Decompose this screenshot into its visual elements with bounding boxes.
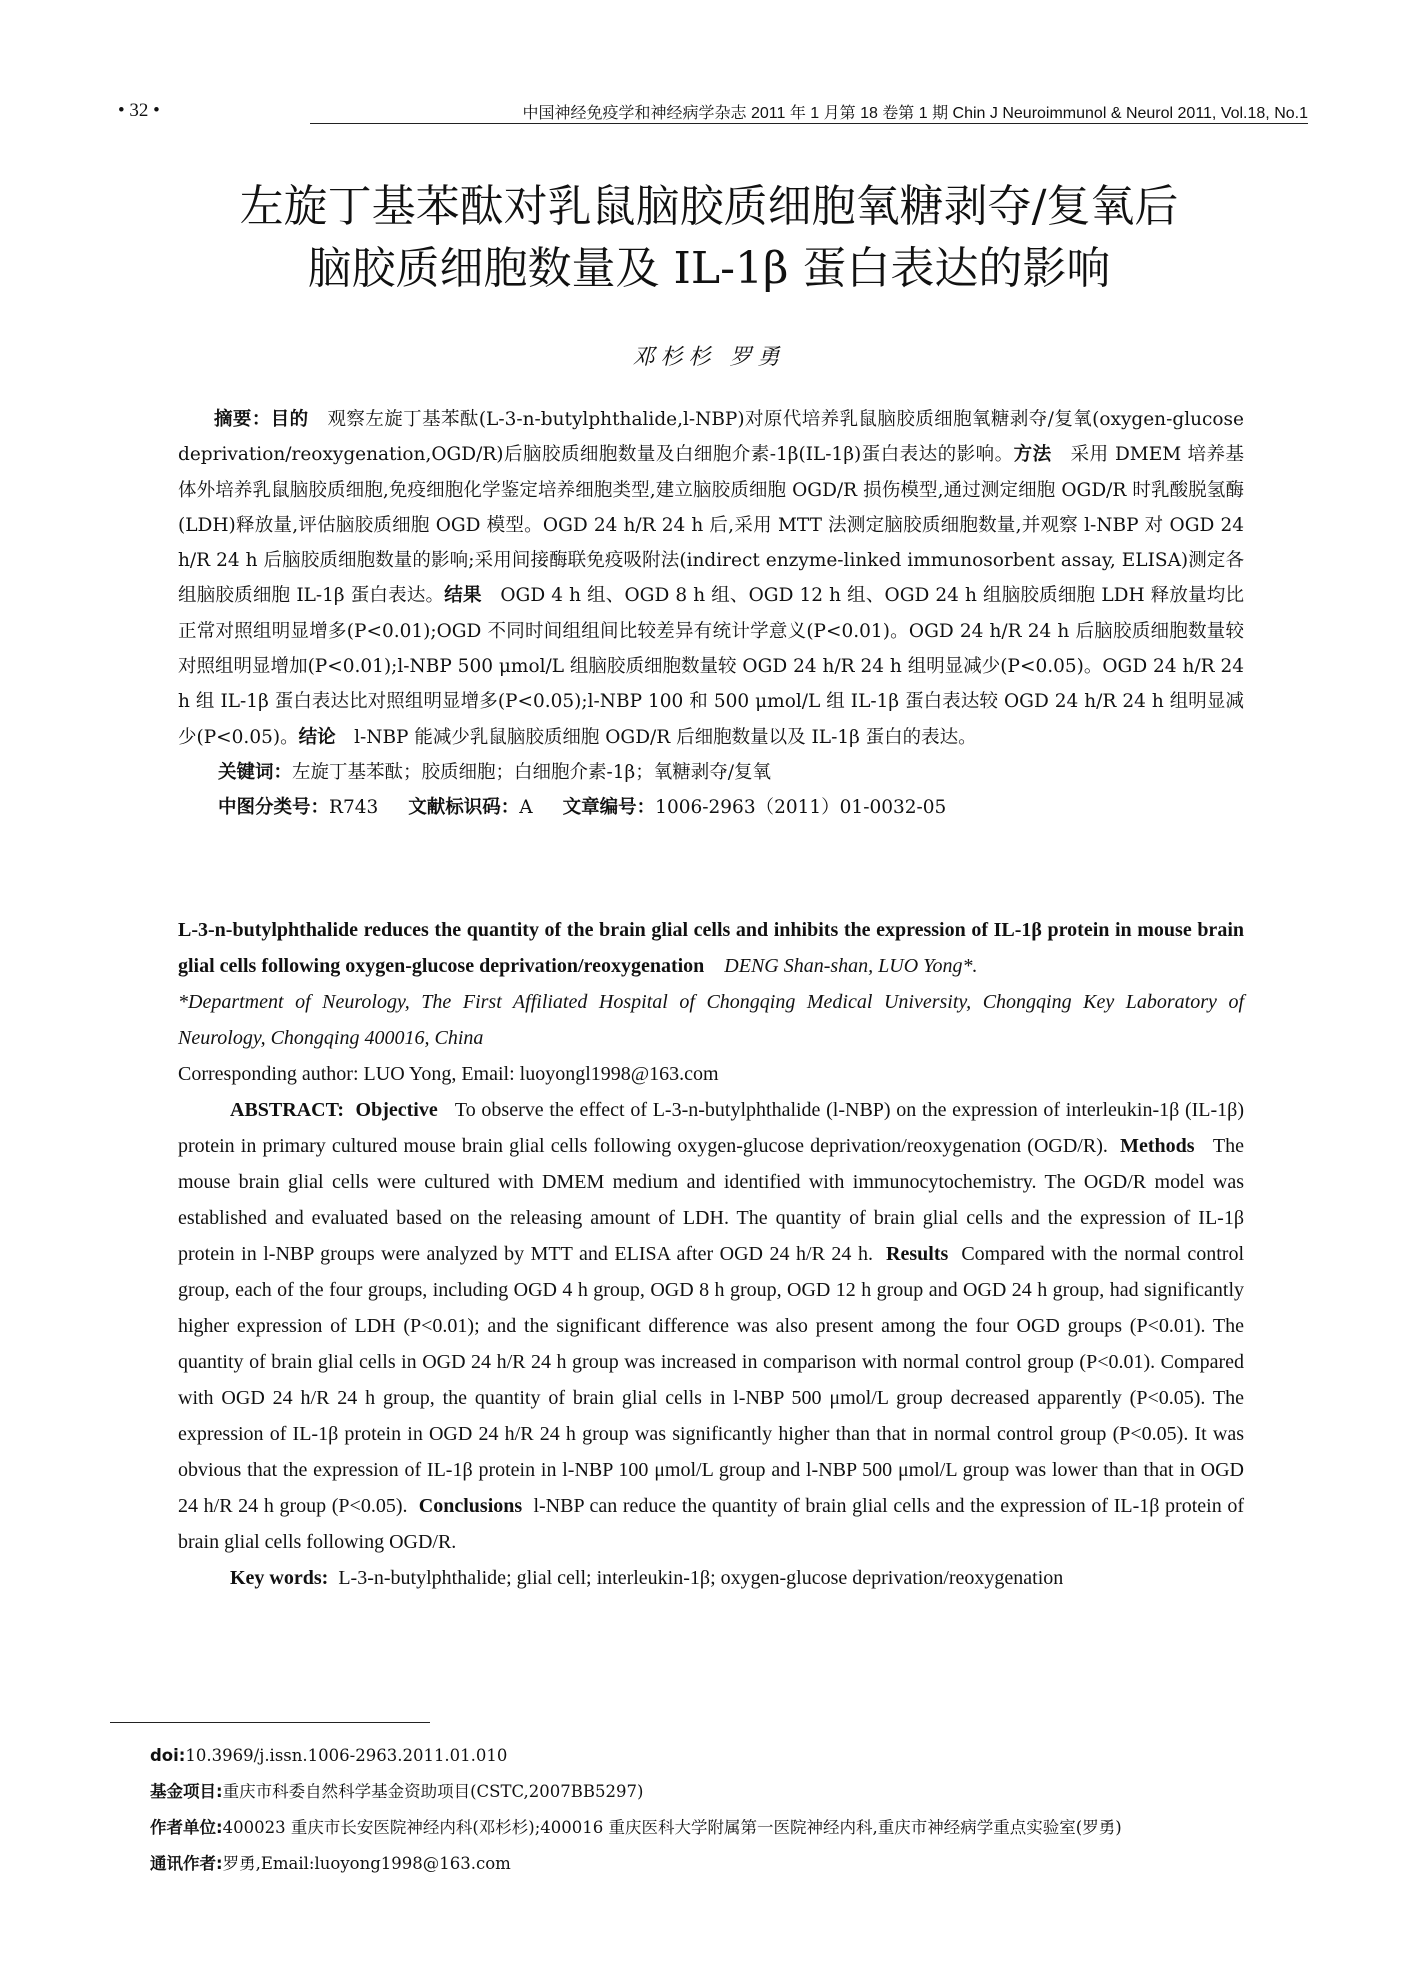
zh-article-label: 文章编号： (562, 797, 656, 819)
footnote-rule (110, 1722, 430, 1723)
author-list: 邓杉杉 罗勇 (632, 345, 786, 370)
zh-conclusion-text: l-NBP 能减少乳鼠脑胶质细胞 OGD/R 后细胞数量以及 IL-1β 蛋白的表达。 (354, 726, 977, 748)
zh-classification (178, 790, 1244, 825)
en-title: L-3-n-butylphthalide reduces the quantity of the brain glial cells and inhibits the expression of IL-1β protein in mouse brain glial cells following oxygen-glucose deprivation/reoxygenation (178, 919, 1244, 977)
article-title (110, 176, 1308, 300)
corr-label: 通讯作者: (150, 1854, 223, 1873)
zh-conclusion-label: 结论 (298, 726, 336, 748)
zh-results-text: OGD 4 h 组、OGD 8 h 组、OGD 12 h 组、OGD 24 h 组脑胶质细胞 LDH 释放量均比正常对照组明显增多(P<0.01);OGD 不同时间组组间比较差异有统计学意义(P<0.01)。OGD 24 h/R 24 h 后脑胶质细胞数量较对照组明显增加(P<0.01);l-NBP 500 μmol/L 组脑胶质细胞数量较 OGD 24 h/R 24 h 组明显减少(P<0.05)。OGD 24 h/R 24 h 组 IL-1β 蛋白表达比对照组明显增多(P<0.05);l-NBP 100 和 500 μmol/L 组 IL-1β 蛋白表达较 OGD 24 h/R 24 h 组明显减少(P<0.05)。 (178, 585, 1244, 748)
footnote-fund (110, 1774, 1308, 1810)
fund-label: 基金项目: (150, 1782, 223, 1801)
zh-clc-label: 中图分类号： (218, 797, 330, 819)
affil-label: 作者单位: (150, 1818, 223, 1837)
zh-results-label: 结果 (444, 585, 482, 607)
chinese-abstract (178, 402, 1244, 826)
en-conclusions-label: Conclusions (418, 1495, 523, 1517)
journal-citation: 中国神经免疫学和神经病学杂志 2011 年 1 月第 18 卷第 1 期 Chin J Neuroimmunol & Neurol 2011, Vol.18, No.1 (522, 105, 1308, 122)
zh-article-value: 1006-2963（2011）01-0032-05 (655, 797, 947, 819)
english-abstract (178, 912, 1244, 1596)
en-methods-label: Methods (1120, 1135, 1195, 1157)
en-objective-label: Objective (355, 1099, 438, 1121)
title-line-1: 左旋丁基苯酞对乳鼠脑胶质细胞氧糖剥夺/复氧后 (239, 181, 1179, 232)
en-keywords (178, 1560, 1244, 1596)
en-abstract-label: ABSTRACT: (230, 1099, 345, 1121)
zh-keywords (178, 755, 1244, 790)
zh-keywords-label: 关键词： (218, 761, 293, 783)
running-header (110, 96, 1308, 126)
en-affiliation: *Department of Neurology, The First Affiliated Hospital of Chongqing Medical University, Chongqing Key Laboratory of Neurology, Chongqing 400016, China (178, 991, 1244, 1049)
corr-value: 罗勇,Email:luoyong1998@163.com (222, 1854, 511, 1873)
doi-value: 10.3969/j.issn.1006-2963.2011.01.010 (185, 1746, 508, 1765)
zh-clc-value: R743 (329, 797, 379, 819)
en-keywords-text: L-3-n-butylphthalide; glial cell; interleukin-1β; oxygen-glucose deprivation/reoxygenation (338, 1567, 1064, 1589)
fund-value: 重庆市科委自然科学基金资助项目(CSTC,2007BB5297) (222, 1782, 644, 1801)
footnote-corresponding (110, 1846, 1308, 1882)
en-corresponding: Corresponding author: LUO Yong, Email: luoyongl1998@163.com (178, 1063, 719, 1085)
zh-objective-label: 目的 (270, 409, 309, 430)
zh-abstract-label: 摘要： (214, 409, 271, 430)
zh-doc-value: A (519, 797, 533, 819)
affil-value: 400023 重庆市长安医院神经内科(邓杉杉);400016 重庆医科大学附属第一医院神经内科,重庆市神经病学重点实验室(罗勇) (222, 1818, 1122, 1837)
en-results-label: Results (886, 1243, 949, 1265)
en-abstract-body (178, 1092, 1244, 1560)
zh-methods-label: 方法 (1013, 444, 1052, 466)
footnotes (110, 1738, 1308, 1882)
zh-abstract-body (178, 402, 1244, 755)
en-authors: DENG Shan-shan, LUO Yong*. (724, 955, 978, 977)
zh-methods-text: 采用 DMEM 培养基体外培养乳鼠脑胶质细胞,免疫细胞化学鉴定培养细胞类型,建立脑胶质细胞 OGD/R 损伤模型,通过测定细胞 OGD/R 时乳酸脱氢酶(LDH)释放量,评估脑胶质细胞 OGD 模型。OGD 24 h/R 24 h 后,采用 MTT 法测定脑胶质细胞数量,并观察 l-NBP 对 OGD 24 h/R 24 h 后脑胶质细胞数量的影响;采用间接酶联免疫吸附法(indirect enzyme-linked immunosorbent assay, ELISA)测定各组脑胶质细胞 IL-1β 蛋白表达。 (178, 444, 1245, 607)
title-line-2: 脑胶质细胞数量及 IL-1β 蛋白表达的影响 (307, 243, 1111, 294)
footnote-affiliation (110, 1810, 1308, 1846)
zh-doc-label: 文献标识码： (408, 797, 520, 819)
doi-label: doi: (150, 1746, 186, 1765)
zh-objective-text: 观察左旋丁基苯酞(L-3-n-butylphthalide,l-NBP)对原代培养乳鼠脑胶质细胞氧糖剥夺/复氧(oxygen-glucose deprivation/reoxygenation,OGD/R)后脑胶质细胞数量及白细胞介素-1β(IL-1β)蛋白表达的影响。 (178, 409, 1244, 466)
footnote-doi (110, 1738, 1308, 1774)
en-results-text: Compared with the normal control group, each of the four groups, including OGD 4 h group, OGD 8 h group, OGD 12 h group and OGD 24 h group, had significantly higher expression of LDH (P<0.01); and the significant difference was also present among the four OGD groups (P<0.01). The quantity of brain glial cells in OGD 24 h/R 24 h group was increased in comparison with normal control group (P<0.01). Compared with OGD 24 h/R 24 h group, the quantity of brain glial cells in l-NBP 500 μmol/L group decreased apparently (P<0.05). The expression of IL-1β protein in OGD 24 h/R 24 h group was significantly higher than that in normal control group (P<0.05). It was obvious that the expression of IL-1β protein in l-NBP 100 μmol/L group and l-NBP 500 μmol/L group was lower than that in OGD 24 h/R 24 h group (P<0.05). (178, 1243, 1245, 1517)
header-rule (310, 123, 1308, 124)
en-objective-text: To observe the effect of L-3-n-butylphthalide (l-NBP) on the expression of interleukin-1β (IL-1β) protein in primary cultured mouse brain glial cells following oxygen-glucose deprivation/reoxygenation (OGD/R). (178, 1099, 1245, 1157)
zh-keywords-text: 左旋丁基苯酞；胶质细胞；白细胞介素-1β；氧糖剥夺/复氧 (292, 761, 771, 783)
page-number: • 32 • (118, 100, 160, 121)
en-title-authors (178, 912, 1244, 984)
en-conclusions-text: l-NBP can reduce the quantity of brain glial cells and the expression of IL-1β protein of brain glial cells following OGD/R. (178, 1495, 1245, 1553)
en-methods-text: The mouse brain glial cells were cultured with DMEM medium and identified with immunocytochemistry. The OGD/R model was established and evaluated based on the releasing amount of LDH. The quantity of brain glial cells and the expression of IL-1β protein in l-NBP groups were analyzed by MTT and ELISA after OGD 24 h/R 24 h. (178, 1135, 1245, 1265)
en-keywords-label: Key words: (230, 1567, 329, 1589)
